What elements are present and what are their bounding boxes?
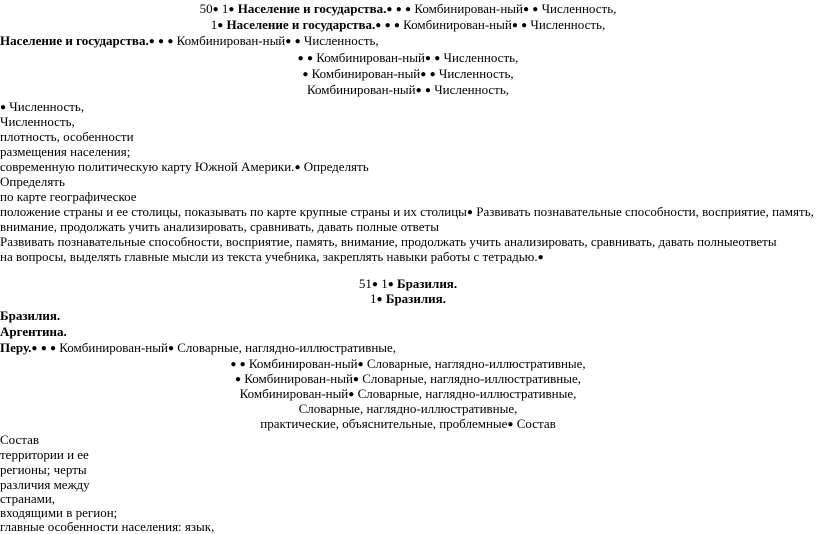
bullet-icon: ●: [415, 85, 422, 96]
bullet-icon: ●: [537, 252, 544, 263]
b1-line-3: [0, 33, 379, 50]
bullet-icon: ●: [49, 343, 57, 354]
lesson-topic: Численность,: [303, 33, 379, 48]
lesson-forms: практические, объяснительные, проблемные: [260, 416, 508, 431]
bullet-icon: ●: [393, 20, 400, 31]
lesson-forms: Словарные, наглядно-иллюстративные,: [177, 340, 397, 355]
bullet-icon: ●: [507, 419, 514, 430]
bullet-icon: ●: [285, 36, 292, 47]
lesson-topic: Численность,: [443, 50, 519, 65]
bullet-icon: ●: [158, 36, 165, 47]
bullet-icon: ●: [387, 279, 394, 290]
bullet-icon: ●: [302, 69, 309, 80]
body-text: Развивать познавательные способности, восприятие, память,: [476, 204, 814, 219]
bullet-icon: ●: [239, 359, 246, 370]
b2-line-17: главные особенности населения: язык,: [0, 519, 215, 534]
bullet-icon: ●: [294, 162, 301, 173]
b2-line-9: Словарные, наглядно-иллюстративные,: [298, 401, 518, 416]
b2-line-12: территории и ее: [0, 447, 89, 462]
b1-line-13: по карте географическое: [0, 189, 137, 204]
b1-line-8: Численность,: [0, 114, 75, 129]
b2-line-11: Состав: [0, 432, 40, 447]
bullet-icon: ●: [212, 4, 219, 15]
b2-line-13: регионы; черты: [0, 462, 87, 477]
lesson-hours: 1: [221, 1, 229, 16]
body-text: положение страны и ее столицы, показывать по карте крупные страны и их столицы: [0, 204, 467, 219]
bullet-icon: ●: [297, 53, 304, 64]
b1-line-2: [0, 17, 816, 34]
bullet-icon: ●: [0, 102, 7, 113]
lesson-title: Население и государства.: [237, 1, 387, 16]
lesson-method: Комбинирован-ный: [414, 1, 523, 16]
lesson-method: Комбинирован-ный: [244, 371, 353, 386]
bullet-icon: ●: [217, 20, 224, 31]
bullet-icon: ●: [429, 69, 436, 80]
bullet-icon: ●: [148, 36, 155, 47]
lesson-forms: Словарные, наглядно-иллюстративные,: [366, 356, 586, 371]
bullet-icon: ●: [376, 294, 383, 305]
b1-line-1: [0, 1, 816, 18]
b2-line-16: входящими в регион;: [0, 505, 118, 520]
bullet-icon: ●: [167, 343, 174, 354]
body-text: Состав: [516, 416, 556, 431]
lesson-title: Население и государства.: [226, 17, 376, 32]
lesson-forms: Словарные, наглядно-иллюстративные,: [362, 371, 582, 386]
b1-line-6: [0, 82, 816, 99]
bullet-icon: ●: [420, 69, 427, 80]
b1-line-10: размещения населения;: [0, 144, 131, 159]
lesson-topic: Численность,: [530, 17, 606, 32]
b2-line-3: Бразилия.: [0, 308, 61, 323]
bullet-icon: ●: [31, 343, 38, 354]
b2-line-5: [0, 340, 396, 357]
body-text: на вопросы, выделять главные мысли из текста учебника, закреплять навыки работы с тетрадью.: [0, 249, 538, 264]
lesson-title: Перу.: [0, 340, 32, 355]
lesson-topic: Численность,: [541, 1, 617, 16]
bullet-icon: ●: [375, 20, 382, 31]
bullet-icon: ●: [384, 20, 391, 31]
lesson-method: Комбинирован-ный: [239, 386, 349, 401]
lesson-title: Население и государства.: [0, 33, 149, 48]
b2-line-10: [0, 416, 816, 433]
lesson-title: Бразилия.: [385, 291, 446, 306]
lesson-topic: Численность,: [438, 66, 514, 81]
bullet-icon: ●: [357, 359, 364, 370]
bullet-icon: ●: [386, 4, 393, 15]
lesson-number: 50: [199, 1, 213, 16]
bullet-icon: ●: [230, 359, 237, 370]
body-text: Определять: [303, 159, 369, 174]
lesson-method: Комбинирован-ный: [311, 66, 421, 81]
b1-line-4: [0, 50, 816, 67]
bullet-icon: ●: [521, 20, 528, 31]
body-text: современную политическую карту Южной Америки.: [0, 159, 295, 174]
lesson-title: Бразилия.: [396, 276, 458, 291]
b2-line-2: [0, 291, 816, 308]
bullet-icon: ●: [40, 343, 47, 354]
lesson-method: Комбинирован-ный: [403, 17, 512, 32]
lesson-method: Комбинирован-ный: [176, 33, 286, 48]
lesson-method: Комбинирован-ный: [316, 50, 425, 65]
bullet-icon: ●: [424, 53, 431, 64]
bullet-icon: ●: [228, 4, 235, 15]
b2-line-14: различия между: [0, 477, 90, 492]
lesson-hours: 1: [370, 291, 377, 306]
lesson-topic: Численность,: [434, 82, 510, 97]
b2-line-15: странами,: [0, 491, 56, 506]
b1-line-16: Развивать познавательные способности, восприятие, память, внимание, продолжать учить анализировать, сравнивать, давать полныеответы: [0, 234, 777, 249]
bullet-icon: ●: [405, 4, 412, 15]
b1-line-15: внимание, продолжать учить анализировать, сравнивать, давать полные ответы: [0, 219, 439, 234]
bullet-icon: ●: [395, 4, 402, 15]
lesson-hours: 1: [210, 17, 218, 32]
b1-line-12: Определять: [0, 174, 65, 189]
bullet-icon: ●: [466, 207, 473, 218]
lesson-method: Комбинирован-ный: [59, 340, 168, 355]
bullet-icon: ●: [306, 53, 313, 64]
b1-line-9: плотность, особенности: [0, 129, 134, 144]
b2-line-4: Аргентина.: [0, 324, 67, 339]
bullet-icon: ●: [424, 85, 431, 96]
bullet-icon: ●: [371, 279, 378, 290]
bullet-icon: ●: [511, 20, 518, 31]
lesson-hours: 1: [381, 276, 388, 291]
bullet-icon: ●: [294, 36, 301, 47]
bullet-icon: ●: [167, 36, 174, 47]
lesson-forms: Словарные, наглядно-иллюстративные,: [357, 386, 577, 401]
bullet-icon: ●: [348, 389, 355, 400]
lesson-topic: Численность,: [9, 99, 85, 114]
lesson-number: 51: [358, 276, 372, 291]
lesson-method: Комбинирован-ный: [248, 356, 358, 371]
lesson-method: Комбинирован-ный: [306, 82, 416, 97]
b1-line-5: [0, 66, 816, 83]
bullet-icon: ●: [522, 4, 530, 15]
b1-line-17: [0, 249, 544, 266]
bullet-icon: ●: [352, 374, 359, 385]
bullet-icon: ●: [234, 374, 241, 385]
bullet-icon: ●: [532, 4, 539, 15]
bullet-icon: ●: [434, 53, 441, 64]
